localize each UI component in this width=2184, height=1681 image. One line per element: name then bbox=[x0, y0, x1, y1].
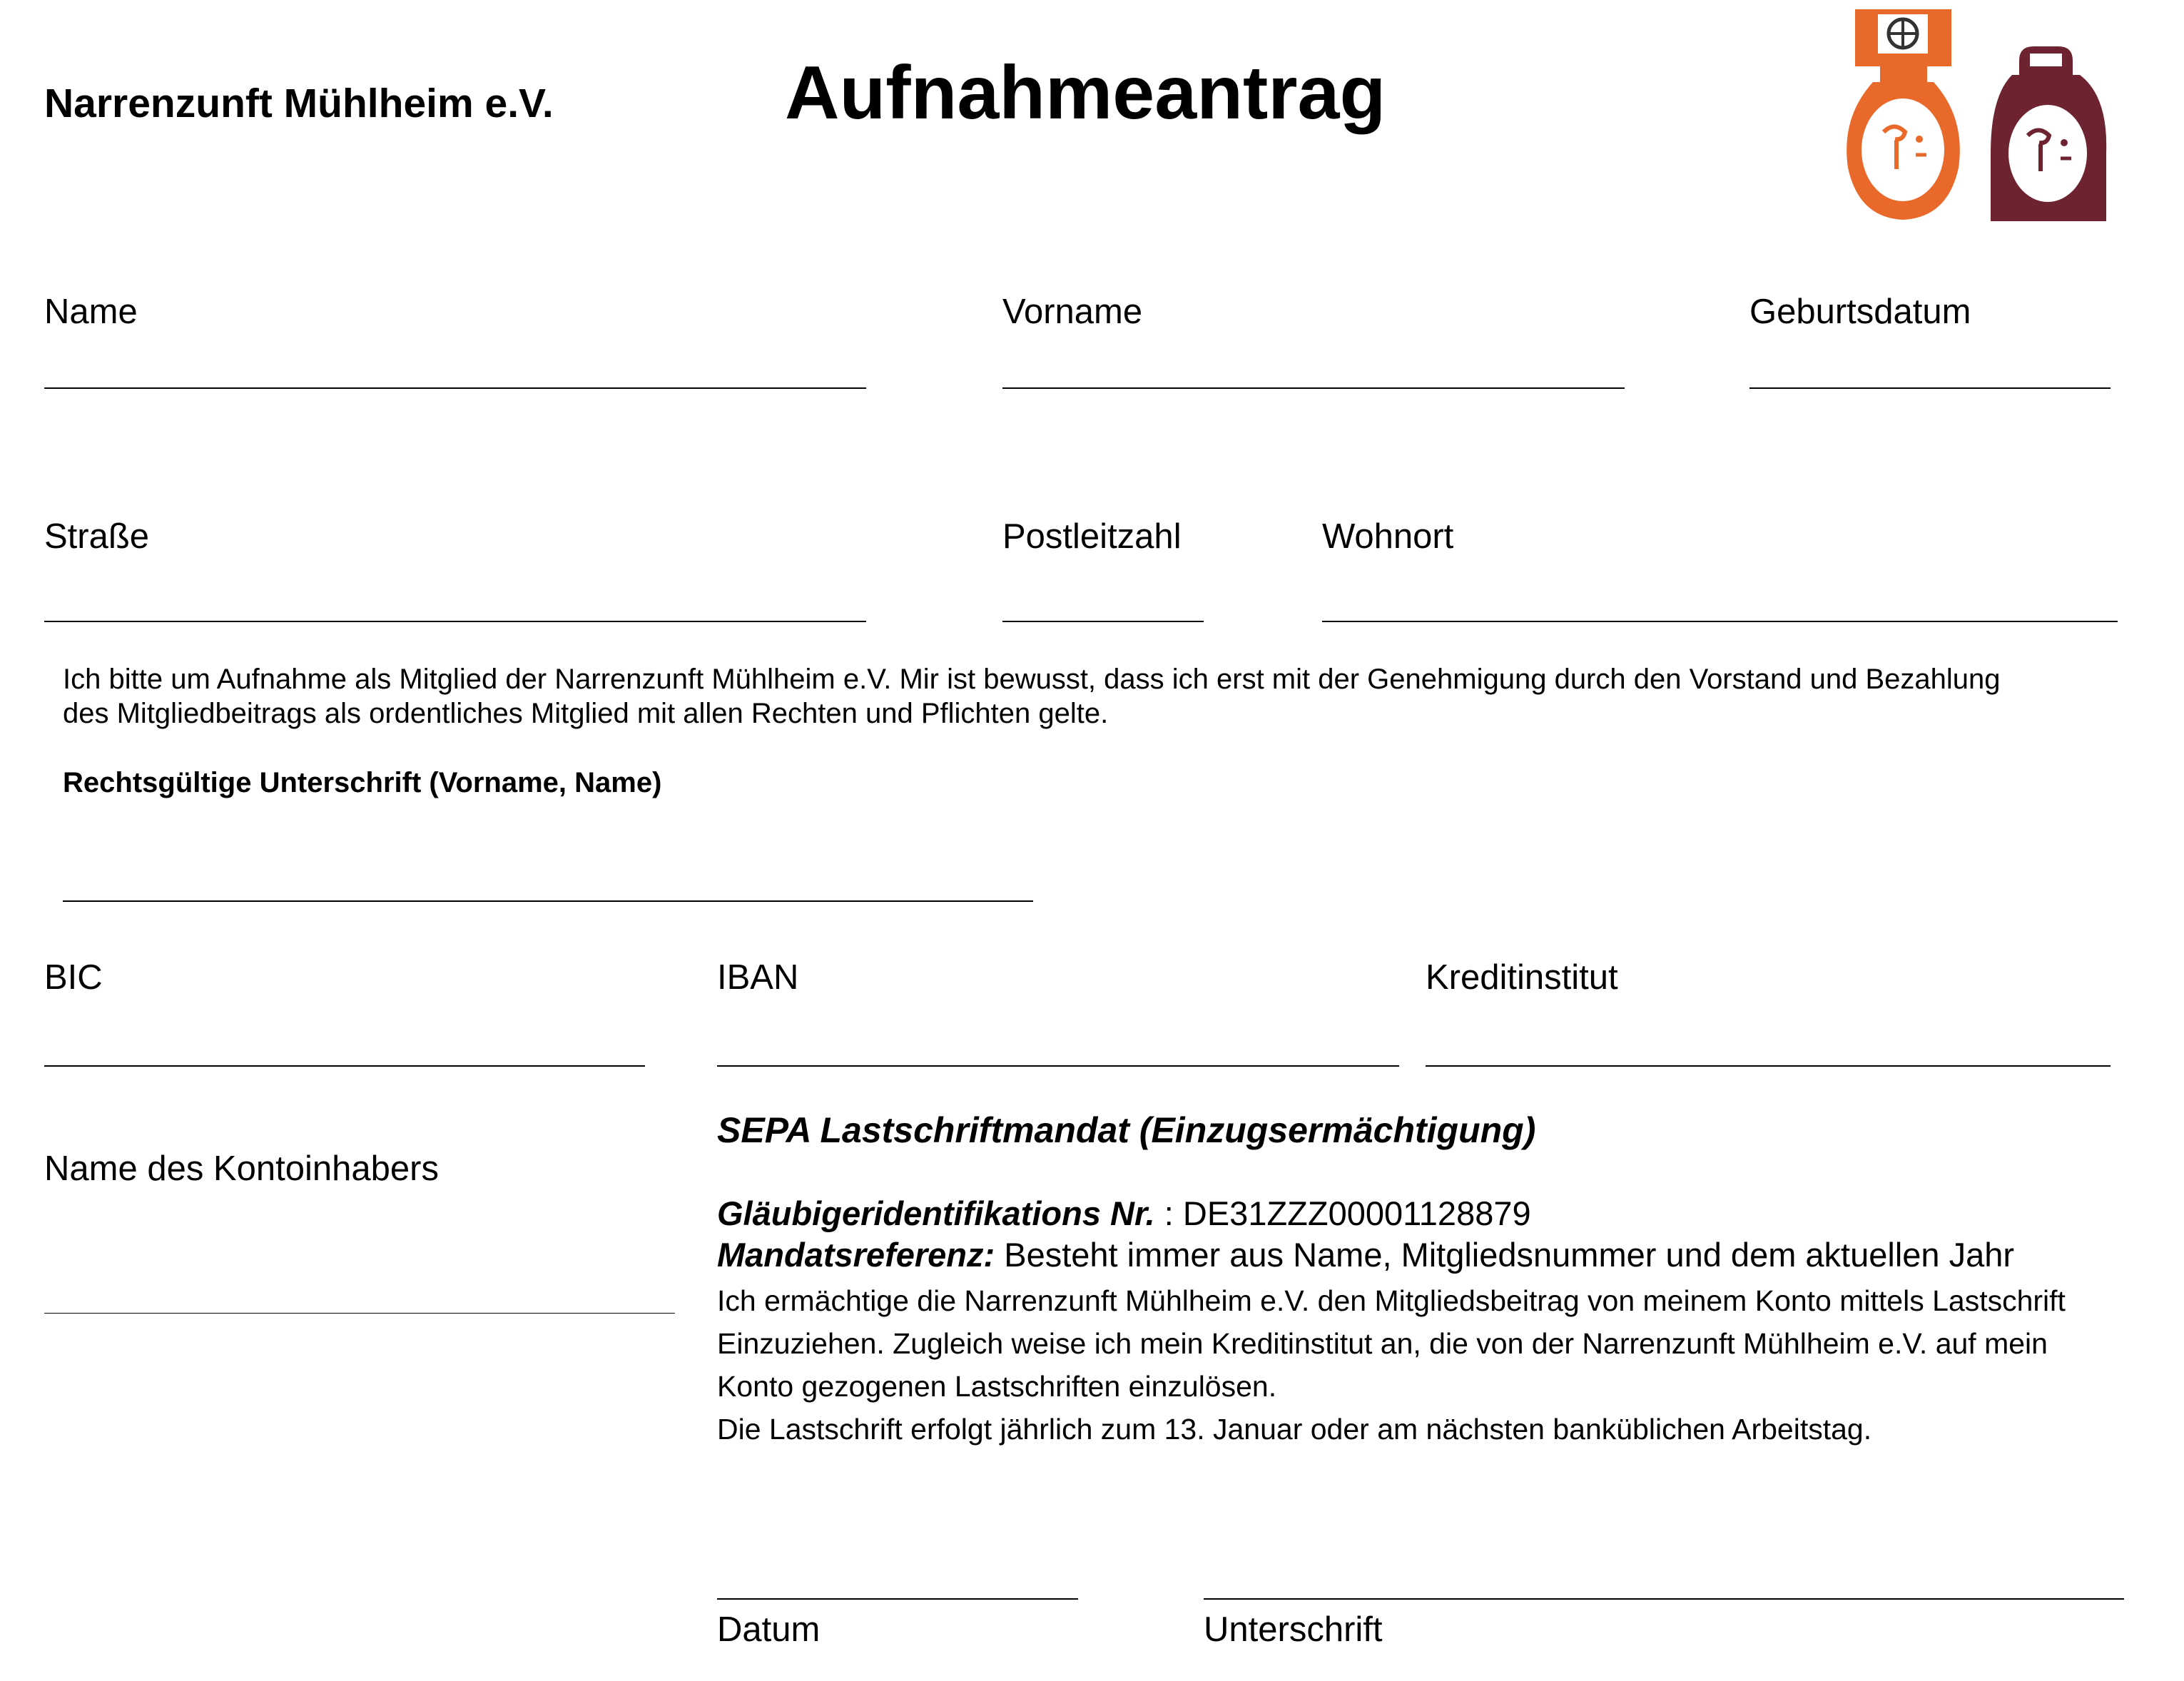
iban-label: IBAN bbox=[717, 958, 799, 997]
sepa-text-line-1: Ich ermächtige die Narrenzunft Mühlheim e.V. den Mitgliedsbeitrag von meinem Konto mittels Lastschrift bbox=[717, 1284, 2066, 1317]
glaeubiger-id-row bbox=[717, 1193, 1531, 1234]
glaeubiger-id-value: : DE31ZZZ00001128879 bbox=[1154, 1194, 1531, 1232]
kreditinstitut-field[interactable] bbox=[1426, 1065, 2111, 1067]
postleitzahl-field[interactable] bbox=[1002, 621, 1204, 622]
page-title: Aufnahmeantrag bbox=[785, 51, 1386, 135]
vorname-label: Vorname bbox=[1002, 293, 1143, 331]
postleitzahl-label: Postleitzahl bbox=[1002, 517, 1182, 556]
geburtsdatum-field[interactable] bbox=[1749, 387, 2111, 389]
geburtsdatum-label: Geburtsdatum bbox=[1749, 293, 1971, 331]
name-label: Name bbox=[44, 293, 138, 331]
vorname-field[interactable] bbox=[1002, 387, 1625, 389]
wohnort-field[interactable] bbox=[1322, 621, 2118, 622]
unterschrift-label: Unterschrift bbox=[1204, 1610, 1383, 1649]
orange-mask-figure-icon bbox=[1847, 9, 1960, 220]
signature-label: Rechtsgültige Unterschrift (Vorname, Name) bbox=[63, 767, 662, 798]
name-field[interactable] bbox=[44, 387, 866, 389]
mandatsreferenz-label: Mandatsreferenz: bbox=[717, 1236, 995, 1274]
bic-field[interactable] bbox=[44, 1065, 645, 1067]
membership-signature-field[interactable] bbox=[63, 900, 1033, 902]
datum-label: Datum bbox=[717, 1610, 821, 1649]
declaration-line-1: Ich bitte um Aufnahme als Mitglied der Narrenzunft Mühlheim e.V. Mir ist bewusst, dass ich erst mit der Genehmigung durch den Vorstand und Bezahlung bbox=[63, 664, 2001, 695]
kontoinhaber-field[interactable] bbox=[44, 1313, 675, 1314]
strasse-field[interactable] bbox=[44, 621, 866, 622]
datum-field[interactable] bbox=[717, 1598, 1078, 1600]
sepa-title: SEPA Lastschriftmandat (Einzugsermächtigung) bbox=[717, 1110, 1536, 1150]
wohnort-label: Wohnort bbox=[1322, 517, 1454, 556]
sepa-text-line-3: Konto gezogenen Lastschriften einzulösen. bbox=[717, 1370, 1277, 1403]
glaeubiger-id-label: Gläubigeridentifikations Nr. bbox=[717, 1194, 1155, 1232]
unterschrift-field[interactable] bbox=[1204, 1598, 2124, 1600]
sepa-text-line-2: Einzuziehen. Zugleich weise ich mein Kreditinstitut an, die von der Narrenzunft Mühlheim e.V. auf mein bbox=[717, 1327, 2048, 1360]
strasse-label: Straße bbox=[44, 517, 150, 556]
kreditinstitut-label: Kreditinstitut bbox=[1426, 958, 1618, 997]
bic-label: BIC bbox=[44, 958, 103, 997]
mandatsreferenz-row bbox=[717, 1234, 2014, 1276]
iban-field[interactable] bbox=[717, 1065, 1399, 1067]
declaration-line-2: des Mitgliedbeitrags als ordentliches Mitglied mit allen Rechten und Pflichten gelte. bbox=[63, 698, 1109, 729]
organization-name: Narrenzunft Mühlheim e.V. bbox=[44, 81, 554, 126]
mandatsreferenz-value: Besteht immer aus Name, Mitgliedsnummer und dem aktuellen Jahr bbox=[995, 1236, 2015, 1274]
sepa-text-line-4: Die Lastschrift erfolgt jährlich zum 13. Januar oder am nächsten banküblichen Arbeitstag. bbox=[717, 1413, 1872, 1446]
maroon-mask-figure-icon bbox=[1991, 46, 2106, 221]
club-logo bbox=[1841, 4, 2112, 225]
kontoinhaber-label: Name des Kontoinhabers bbox=[44, 1149, 439, 1188]
